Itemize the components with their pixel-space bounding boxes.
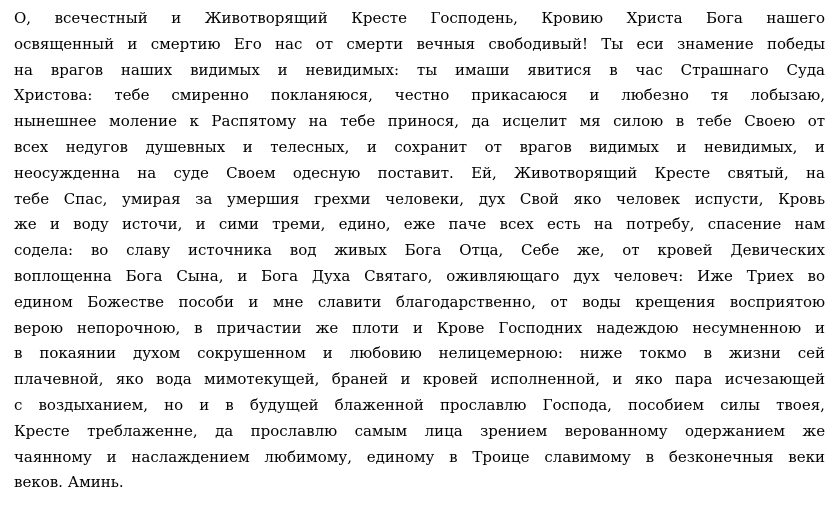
prayer-line-9: же и воду источи, и сими треми, едино, еже паче всех есть на потребу, спасение нам	[14, 215, 825, 234]
prayer-line-18: чаянному и наслаждением любимому, единому в Троице славимому в безконечныя веки	[14, 447, 825, 466]
prayer-line-15: плачевной, яко вода мимотекущей, браней и кровей исполненной, и яко пара исчезающей	[14, 370, 825, 389]
prayer-line-5: нынешнее моление к Распятому на тебе принося, да исцелит мя силою в тебе Своею от	[14, 112, 825, 131]
prayer-line-10: содела: во славу источника вод живых Бога Отца, Себе же, от кровей Девических	[14, 241, 825, 260]
prayer-line-14: в покаянии духом сокрушенном и любовию нелицемерною: ниже токмо в жизни сей	[14, 344, 825, 363]
prayer-line-1: О, всечестный и Животворящий Кресте Господень, Кровию Христа Бога нашего	[14, 9, 825, 27]
prayer-line-17: Кресте треблаженне, да прославлю самым лица зрением верованному одержанием же	[14, 421, 825, 440]
prayer-line-13: верою непорочною, в причастии же плоти и Крове Господних надеждою несумненною и	[14, 318, 825, 337]
prayer-line-16: с воздыханием, но и в будущей блаженной прославлю Господа, пособием силы твоея,	[14, 395, 825, 414]
prayer-line-3: на врагов наших видимых и невидимых: ты имаши явитися в час Страшнаго Суда	[14, 60, 825, 79]
prayer-line-2: освященный и смертию Его нас от смерти вечныя свободивый! Ты еси знамение победы	[14, 34, 825, 53]
prayer-line-12: едином Божестве пособи и мне славити благодарственно, от воды крещения восприятою	[14, 292, 825, 311]
prayer-line-6: всех недугов душевных и телесных, и сохранит от врагов видимых и невидимых, и	[14, 137, 825, 156]
prayer-text	[14, 6, 825, 496]
prayer-line-19: веков. Аминь.	[14, 473, 124, 492]
prayer-line-8: тебе Спас, умирая за умершия грехми человеки, дух Свой яко человек испусти, Кровь	[14, 189, 825, 208]
prayer-line-11: воплощенна Бога Сына, и Бога Духа Святаго, оживляющаго дух человеч: Иже Триех во	[14, 266, 825, 285]
prayer-line-4: Христова: тебе смиренно покланяюся, честно прикасаюся и любезно тя лобызаю,	[14, 86, 825, 105]
prayer-line-7: неосужденна на суде Своем одесную поставит. Ей, Животворящий Кресте святый, на	[14, 163, 825, 182]
